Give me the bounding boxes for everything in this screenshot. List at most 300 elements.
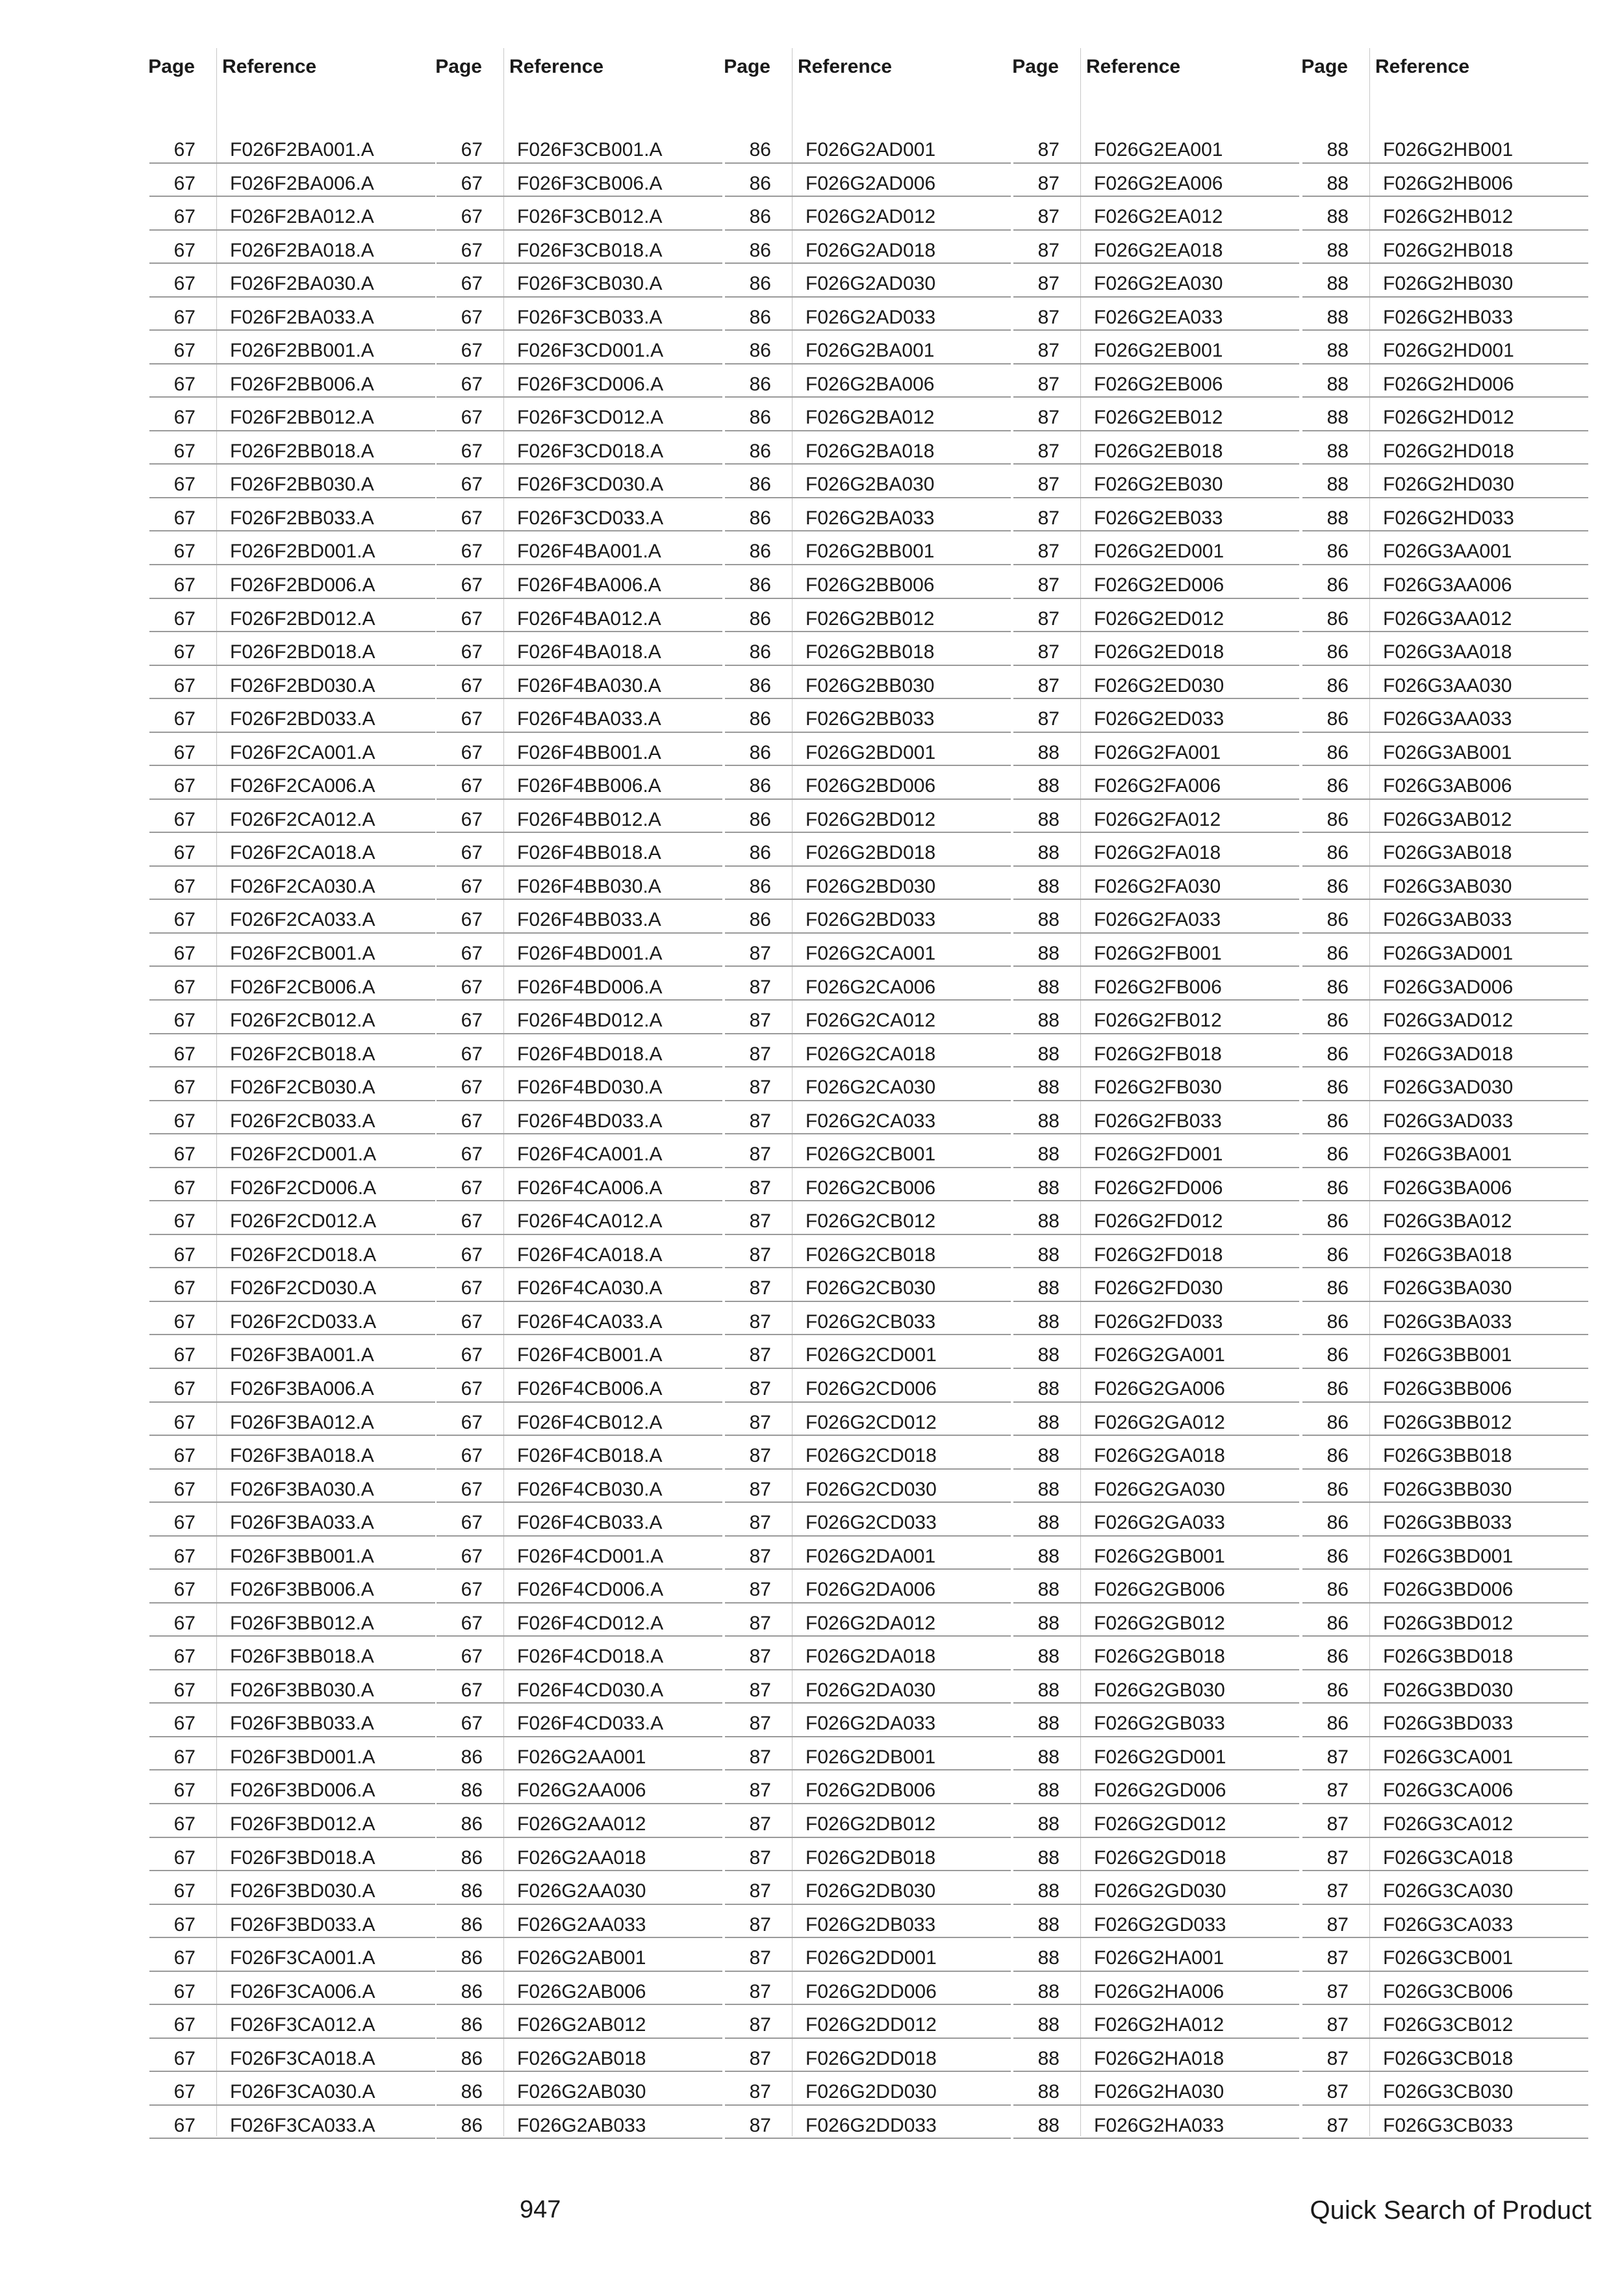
page-cell: 87 (1037, 708, 1059, 730)
reference-cell: F026G2GB001 (1094, 1545, 1225, 1567)
page-cell: 67 (461, 1411, 483, 1433)
page-cell: 86 (749, 172, 771, 194)
table-row (149, 1804, 435, 1838)
reference-cell: F026G3AB030 (1383, 875, 1512, 897)
page-cell: 88 (1037, 1210, 1059, 1233)
table-row (1013, 1034, 1299, 1068)
table-row (437, 1770, 722, 1804)
page-cell: 87 (1326, 1947, 1349, 1969)
reference-cell: F026G2BA012 (806, 407, 935, 429)
table-row (1013, 364, 1299, 398)
reference-cell: F026G2EA006 (1094, 172, 1223, 194)
page-cell: 88 (1037, 1545, 1059, 1567)
reference-cell: F026G2HD030 (1383, 474, 1514, 496)
table-row (149, 1938, 435, 1972)
page-cell: 67 (173, 1746, 196, 1768)
page-cell: 67 (173, 273, 196, 295)
page-cell: 87 (1037, 273, 1059, 295)
reference-cell: F026G2ED006 (1094, 574, 1224, 596)
reference-cell: F026F4BD030.A (517, 1077, 663, 1099)
reference-cell: F026F3CD018.A (517, 440, 664, 462)
reference-cell: F026F3CA018.A (230, 2047, 375, 2069)
page-cell: 88 (1037, 2014, 1059, 2036)
table-row (1013, 1335, 1299, 1369)
table-row (437, 666, 722, 700)
page-cell: 67 (173, 206, 196, 228)
reference-cell: F026G2DD030 (806, 2081, 937, 2103)
reference-cell: F026F4BD012.A (517, 1010, 663, 1032)
page-cell: 87 (749, 1713, 771, 1735)
table-row (437, 632, 722, 666)
table-row (437, 398, 722, 431)
page-cell: 67 (173, 2014, 196, 2036)
page-cell: 88 (1037, 1713, 1059, 1735)
page-cell: 67 (173, 1512, 196, 1534)
page-cell: 87 (749, 2114, 771, 2136)
page-cell: 67 (173, 842, 196, 864)
table-row (149, 934, 435, 967)
reference-cell: F026F2BB018.A (230, 440, 374, 462)
table-row (1302, 1101, 1588, 1135)
table-row (437, 164, 722, 198)
page-cell: 67 (173, 1813, 196, 1835)
page-cell: 67 (461, 574, 483, 596)
page-cell: 67 (461, 1043, 483, 1065)
table-row (725, 1235, 1011, 1269)
table-row (1013, 967, 1299, 1001)
page-cell: 87 (749, 1579, 771, 1601)
table-row (725, 2072, 1011, 2106)
table-row (1302, 833, 1588, 867)
page-cell: 86 (1326, 1646, 1349, 1668)
table-row (149, 298, 435, 331)
page-cell: 86 (749, 306, 771, 328)
page-cell: 86 (461, 1846, 483, 1869)
reference-cell: F026G2DA033 (806, 1713, 936, 1735)
page-cell: 88 (1037, 1780, 1059, 1802)
reference-cell: F026G2DD012 (806, 2014, 937, 2036)
reference-cell: F026G3AB012 (1383, 808, 1512, 830)
reference-cell: F026F3BB033.A (230, 1713, 374, 1735)
reference-cell: F026F3CD012.A (517, 407, 664, 429)
table-row (149, 1838, 435, 1872)
page-cell: 86 (1326, 976, 1349, 998)
table-row (1013, 599, 1299, 633)
reference-cell: F026G2HD018 (1383, 440, 1514, 462)
reference-cell: F026G2GA033 (1094, 1512, 1225, 1534)
reference-cell: F026G3BD012 (1383, 1612, 1514, 1634)
reference-cell: F026F2CB006.A (230, 976, 375, 998)
reference-cell: F026G2CB018 (806, 1244, 936, 1266)
table-row (1013, 1503, 1299, 1537)
reference-cell: F026F3CB033.A (517, 306, 663, 328)
reference-cell: F026G2DA006 (806, 1579, 936, 1601)
table-row (437, 1670, 722, 1704)
page-cell: 67 (461, 775, 483, 797)
table-row (437, 1470, 722, 1503)
table-row (1302, 800, 1588, 834)
page-cell: 86 (1326, 1043, 1349, 1065)
table-row (437, 531, 722, 565)
reference-cell: F026G3BB030 (1383, 1478, 1512, 1500)
page-cell: 67 (461, 1177, 483, 1199)
reference-cell: F026G2EB030 (1094, 474, 1223, 496)
reference-cell: F026G2GD030 (1094, 1880, 1226, 1902)
page-cell: 86 (749, 741, 771, 763)
reference-cell: F026G2FB033 (1094, 1110, 1222, 1132)
reference-cell: F026G3CA006 (1383, 1780, 1514, 1802)
page-cell: 86 (1326, 909, 1349, 931)
page-cell: 87 (1326, 1746, 1349, 1768)
page-cell: 67 (461, 1545, 483, 1567)
page-cell: 87 (749, 1746, 771, 1768)
reference-cell: F026G3BB033 (1383, 1512, 1512, 1534)
page-cell: 86 (749, 607, 771, 630)
reference-cell: F026G2AD030 (806, 273, 936, 295)
page-cell: 86 (749, 674, 771, 696)
table-row (1302, 1201, 1588, 1235)
reference-cell: F026F2CB018.A (230, 1043, 375, 1065)
page-cell: 67 (461, 1646, 483, 1668)
page-cell: 67 (461, 1445, 483, 1467)
reference-cell: F026G2DA012 (806, 1612, 936, 1634)
reference-cell: F026G2BD012 (806, 808, 936, 830)
page-cell: 67 (461, 1377, 483, 1399)
page-cell: 86 (1326, 875, 1349, 897)
page-cell: 88 (1037, 1913, 1059, 1935)
reference-cell: F026F4BD033.A (517, 1110, 663, 1132)
page-cell: 87 (749, 1344, 771, 1366)
reference-cell: F026G2FB030 (1094, 1077, 1222, 1099)
table-row (1302, 1503, 1588, 1537)
table-row (149, 498, 435, 532)
table-row (1013, 1637, 1299, 1670)
table-row (1302, 699, 1588, 733)
reference-cell: F026G3BD006 (1383, 1579, 1514, 1601)
table-row (437, 800, 722, 834)
table-row (437, 197, 722, 231)
table-row (149, 1436, 435, 1470)
reference-cell: F026G2EA018 (1094, 239, 1223, 261)
page-cell: 88 (1037, 1813, 1059, 1835)
reference-cell: F026G3BA030 (1383, 1277, 1512, 1299)
page-cell: 67 (173, 574, 196, 596)
table-row (1013, 1268, 1299, 1302)
reference-cell: F026G2EA012 (1094, 206, 1223, 228)
table-row (725, 800, 1011, 834)
page-cell: 86 (749, 574, 771, 596)
table-row (725, 231, 1011, 264)
reference-cell: F026F2BB012.A (230, 407, 374, 429)
reference-cell: F026F3CA033.A (230, 2114, 375, 2136)
table-row (1302, 364, 1588, 398)
reference-cell: F026F2CA033.A (230, 909, 375, 931)
table-row (1302, 1570, 1588, 1603)
table-row (1013, 1201, 1299, 1235)
reference-cell: F026G2CA030 (806, 1077, 936, 1099)
reference-cell: F026G2ED012 (1094, 607, 1224, 630)
reference-cell: F026G2CB030 (806, 1277, 936, 1299)
table-row (725, 1302, 1011, 1336)
table-row (437, 331, 722, 364)
table-row (149, 666, 435, 700)
page-cell: 87 (749, 1512, 771, 1534)
page-cell: 88 (1037, 942, 1059, 964)
reference-cell: F026G2FD018 (1094, 1244, 1223, 1266)
reference-cell: F026G2HA001 (1094, 1947, 1224, 1969)
page-cell: 67 (173, 775, 196, 797)
table-row (149, 1034, 435, 1068)
page-cell: 88 (1037, 842, 1059, 864)
reference-cell: F026G2CA018 (806, 1043, 936, 1065)
table-row (1302, 1704, 1588, 1737)
reference-cell: F026F2CD033.A (230, 1310, 377, 1333)
page-cell: 67 (461, 407, 483, 429)
table-row (1302, 1770, 1588, 1804)
reference-cell: F026G2FD012 (1094, 1210, 1223, 1233)
page-cell: 87 (749, 1612, 771, 1634)
table-row (1013, 398, 1299, 431)
page-cell: 88 (1326, 407, 1349, 429)
table-row (149, 1101, 435, 1135)
table-row (149, 967, 435, 1001)
table-row (149, 1168, 435, 1202)
reference-cell: F026F4BB030.A (517, 875, 661, 897)
table-row (725, 967, 1011, 1001)
page-cell: 87 (1037, 139, 1059, 160)
page-cell: 86 (1326, 1512, 1349, 1534)
table-row (1013, 934, 1299, 967)
page-cell: 88 (1326, 507, 1349, 529)
reference-cell: F026F3CB012.A (517, 206, 663, 228)
reference-cell: F026F3CD001.A (517, 340, 664, 362)
page-cell: 86 (1326, 1077, 1349, 1099)
table-row (1013, 298, 1299, 331)
table-row (725, 1034, 1011, 1068)
page-cell: 88 (1326, 306, 1349, 328)
page-header: Page (435, 56, 482, 77)
reference-cell: F026G3CA001 (1383, 1746, 1514, 1768)
reference-cell: F026G2CA012 (806, 1010, 936, 1032)
reference-cell: F026G2BB030 (806, 674, 935, 696)
page-cell: 87 (749, 1947, 771, 1969)
table-row (725, 331, 1011, 364)
reference-cell: F026F2BA018.A (230, 239, 374, 261)
page-cell: 67 (173, 909, 196, 931)
reference-cell: F026G2FD006 (1094, 1177, 1223, 1199)
reference-cell: F026G2GA030 (1094, 1478, 1225, 1500)
reference-cell: F026G2ED001 (1094, 541, 1224, 563)
table-row (725, 2039, 1011, 2073)
page-cell: 67 (173, 1646, 196, 1668)
reference-cell: F026F3BD018.A (230, 1846, 375, 1869)
table-row (725, 1134, 1011, 1168)
page-cell: 86 (749, 440, 771, 462)
reference-cell: F026F4BB012.A (517, 808, 661, 830)
table-row (437, 1972, 722, 2006)
reference-cell: F026G2DA018 (806, 1646, 936, 1668)
table-row (149, 1670, 435, 1704)
table-row (437, 1101, 722, 1135)
reference-cell: F026F3BD012.A (230, 1813, 375, 1835)
page-cell: 86 (749, 139, 771, 160)
page-cell: 86 (749, 239, 771, 261)
page-cell: 67 (461, 909, 483, 931)
table-row (437, 298, 722, 331)
reference-cell: F026F4CA033.A (517, 1310, 663, 1333)
page-cell: 87 (749, 1110, 771, 1132)
table-row (1013, 1067, 1299, 1101)
reference-cell: F026G3CA033 (1383, 1913, 1514, 1935)
reference-cell: F026G2FB006 (1094, 976, 1222, 998)
table-row (437, 599, 722, 633)
page-cell: 88 (1326, 440, 1349, 462)
page-cell: 88 (1037, 1880, 1059, 1902)
reference-cell: F026G2AA006 (517, 1780, 646, 1802)
table-row (149, 1770, 435, 1804)
table-row (1013, 766, 1299, 800)
table-row (149, 2072, 435, 2106)
table-row (725, 264, 1011, 298)
table-row (1302, 1168, 1588, 1202)
page-cell: 87 (1326, 2081, 1349, 2103)
reference-cell: F026G2CD030 (806, 1478, 937, 1500)
table-row (1013, 431, 1299, 465)
reference-cell: F026G2FA006 (1094, 775, 1221, 797)
reference-cell: F026F2BA033.A (230, 306, 374, 328)
reference-cell: F026G3AA006 (1383, 574, 1512, 596)
table-row (1013, 331, 1299, 364)
reference-cell: F026F2BB006.A (230, 373, 374, 395)
page-cell: 88 (1326, 474, 1349, 496)
table-row (149, 1603, 435, 1637)
table-row (1302, 531, 1588, 565)
page-cell: 67 (461, 1679, 483, 1701)
reference-cell: F026G3CB006 (1383, 1980, 1514, 2002)
page-cell: 67 (461, 1277, 483, 1299)
page-cell: 86 (1326, 1713, 1349, 1735)
page-cell: 87 (749, 976, 771, 998)
page-cell: 86 (1326, 842, 1349, 864)
reference-cell: F026G2GB006 (1094, 1579, 1225, 1601)
reference-cell: F026F2CD030.A (230, 1277, 377, 1299)
reference-cell: F026G2HD012 (1383, 407, 1514, 429)
reference-cell: F026G2GB018 (1094, 1646, 1225, 1668)
table-row (1302, 766, 1588, 800)
reference-cell: F026G3BA033 (1383, 1310, 1512, 1333)
page-cell: 67 (173, 641, 196, 663)
reference-cell: F026G2CB006 (806, 1177, 936, 1199)
page-cell: 67 (173, 1947, 196, 1969)
table-row (1302, 599, 1588, 633)
table-row (725, 632, 1011, 666)
table-row (1013, 1603, 1299, 1637)
table-row (437, 1001, 722, 1034)
page-cell: 67 (173, 1880, 196, 1902)
table-row (437, 2005, 722, 2039)
reference-cell: F026G2BB018 (806, 641, 935, 663)
reference-cell: F026G2BB006 (806, 574, 935, 596)
reference-cell: F026F4BB006.A (517, 775, 661, 797)
table-row (725, 1871, 1011, 1905)
table-row (1013, 1938, 1299, 1972)
table-row (1013, 1804, 1299, 1838)
page-cell: 67 (461, 1010, 483, 1032)
page-cell: 86 (1326, 641, 1349, 663)
table-row (149, 766, 435, 800)
reference-cell: F026G2AA012 (517, 1813, 646, 1835)
page-cell: 67 (173, 440, 196, 462)
table-row (1302, 498, 1588, 532)
table-row (437, 2039, 722, 2073)
page-cell: 87 (749, 1043, 771, 1065)
page-cell: 67 (173, 507, 196, 529)
reference-cell: F026G3BB012 (1383, 1411, 1512, 1433)
table-row (149, 1972, 435, 2006)
page-cell: 67 (173, 1545, 196, 1567)
reference-cell: F026G2GA001 (1094, 1344, 1225, 1366)
table-row (1013, 1302, 1299, 1336)
reference-cell: F026G3AB033 (1383, 909, 1512, 931)
page-cell: 67 (173, 1344, 196, 1366)
reference-cell: F026G3BD001 (1383, 1545, 1514, 1567)
page-cell: 67 (173, 1077, 196, 1099)
page-cell: 87 (749, 1210, 771, 1233)
page-cell: 86 (1326, 1579, 1349, 1601)
reference-cell: F026F2BD006.A (230, 574, 375, 596)
reference-cell: F026F4CB030.A (517, 1478, 663, 1500)
table-row (725, 1403, 1011, 1437)
table-row (1302, 733, 1588, 767)
page-cell: 86 (749, 641, 771, 663)
page-cell: 67 (461, 1579, 483, 1601)
reference-cell: F026G2EB018 (1094, 440, 1223, 462)
reference-cell: F026F2BA006.A (230, 172, 374, 194)
reference-cell: F026G2DB006 (806, 1780, 936, 1802)
table-row (1013, 900, 1299, 934)
reference-cell: F026F2CD018.A (230, 1244, 377, 1266)
table-row (1013, 1436, 1299, 1470)
page-cell: 86 (749, 541, 771, 563)
reference-cell: F026F4CB006.A (517, 1377, 663, 1399)
page-cell: 87 (1037, 674, 1059, 696)
page-cell: 67 (173, 1244, 196, 1266)
reference-cell: F026F2CD012.A (230, 1210, 377, 1233)
page-cell: 87 (1037, 206, 1059, 228)
reference-cell: F026G2HB018 (1383, 239, 1514, 261)
reference-cell: F026G2HB006 (1383, 172, 1514, 194)
reference-cell: F026F3CA006.A (230, 1980, 375, 2002)
table-row (149, 264, 435, 298)
reference-cell: F026G2FD033 (1094, 1310, 1223, 1333)
reference-cell: F026G3BA012 (1383, 1210, 1512, 1233)
reference-cell: F026G2FD030 (1094, 1277, 1223, 1299)
reference-cell: F026F2CA001.A (230, 741, 375, 763)
page-cell: 87 (1037, 574, 1059, 596)
reference-cell: F026G3BB006 (1383, 1377, 1512, 1399)
page-cell: 88 (1037, 1043, 1059, 1065)
table-row (1302, 2072, 1588, 2106)
page-cell: 86 (749, 875, 771, 897)
table-row (725, 1101, 1011, 1135)
reference-cell: F026G2EB001 (1094, 340, 1223, 362)
reference-cell: F026G2BB033 (806, 708, 935, 730)
page-cell: 86 (461, 2014, 483, 2036)
table-row (1013, 833, 1299, 867)
page-cell: 67 (461, 1077, 483, 1099)
reference-cell: F026G3BA018 (1383, 1244, 1512, 1266)
table-row (725, 1470, 1011, 1503)
